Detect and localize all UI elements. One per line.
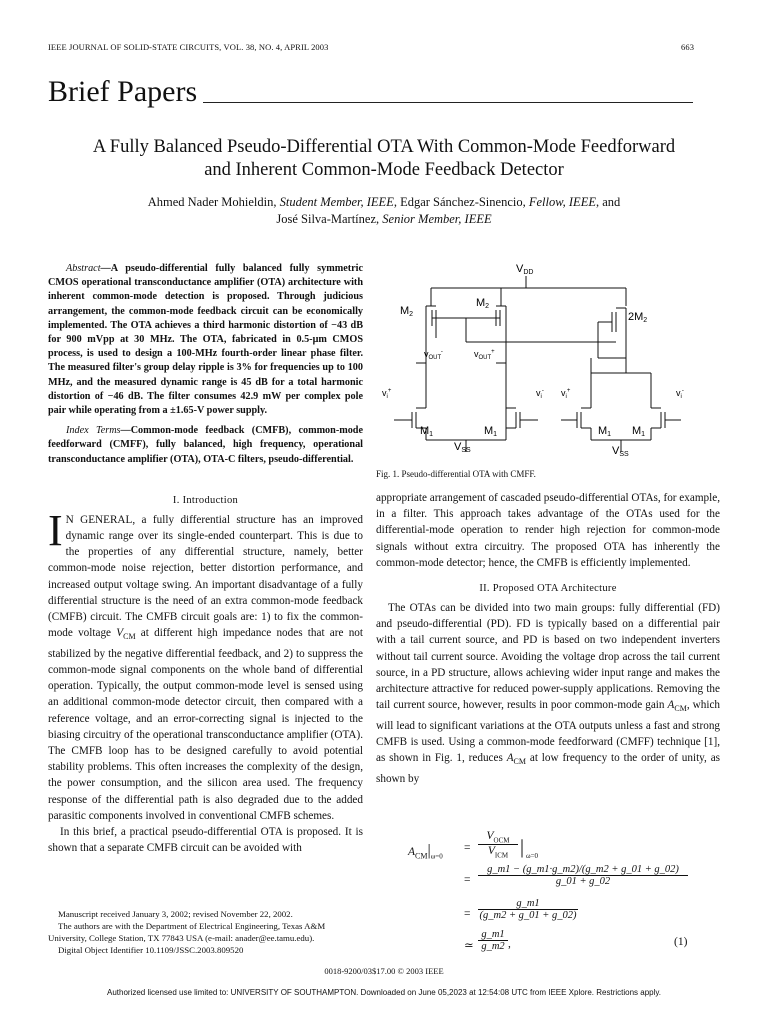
label-m1-b: M1 [484, 425, 498, 438]
symbol-a: A [506, 752, 514, 765]
arch-text-mid: , which will lead to significant variations at the OTA outputs unless a fast and strong CMFB is used. Using a common-mode feedforward (CMFF) technique [1], as shown in Fig. 1, reduces [376, 699, 720, 765]
label-vi-minus-right: $v_i^-$ [676, 388, 684, 400]
index-terms-text: Common-mode feedback (CMFB), common-mode feedforward (CMFF), fully balanced, high frequency, operational transconductance amplifier (OTA), OTA-C filters, pseudo-differential. [48, 425, 363, 465]
eq-lhs-cond: ω=0 [430, 852, 443, 861]
eq-frac-1-num [478, 830, 518, 845]
footnote-affiliation: The authors are with the Department of Electrical Engineering, Texas A&M University, College Station, TX 77843 USA (e-mail: anader@ee.tamu.edu). [48, 921, 326, 943]
equation-1 [408, 830, 698, 958]
eq-period: , [508, 938, 511, 950]
eq-frac-3-den: (g_m2 + g_01 + g_02) [479, 910, 577, 921]
label-vout-minus: $v_{OUT}^-$ [424, 349, 443, 361]
section-heading-architecture: II. Proposed OTA Architecture [479, 583, 617, 595]
author-line-1 [40, 194, 728, 211]
left-column [48, 262, 363, 856]
eq-sign-1: = [464, 842, 471, 854]
eq-frac-2-den: g_01 + g_02 [555, 876, 611, 887]
author-list [40, 194, 728, 228]
abstract-text: A pseudo-differential fully balanced fully symmetric CMOS operational transconductance amplifier (OTA) architecture with inherent common-mode detection is proposed. Through judicious arrangement, the common-mode feedback circuit can be economically implemented. The OTA achieves a third harmonic distortion of −43 dB for 900 mVpp at 30 MHz. The OTA, fabricated in 0.5-μm CMOS process, is used to design a 100-MHz fourth-order linear phase filter. The measured filter's group delay ripple is 3% for frequencies up to 100 MHz, and the measured dynamic range is 45 dB for a total harmonic distortion of −46 dB. The filter consumes 42.9 mW per complex pole pair while operating from a ±1.65-V power supply. [48, 263, 363, 417]
author-line-2 [40, 211, 728, 228]
intro-text-rest: at different high impedance nodes that are not stabilized by the negative differential feedback, and 2) to suppress the common-mode signal components on the whole band of differential operation. Typically, the output common-mode level is sensed using an additional common-mode detector circuit, then compared with a reference voltage, and an error-correcting signal is injected to the biasing circuitry of the operational transconductance amplifier (OTA). The CMFB loop has to be designed carefully to avoid potential stability problems. This often increases the complexity of the design, the power consumption, and the silicon area used. The frequency response of the differential path is also degraded due to the added parasitic components involved in conventional CMFB schemes. [48, 627, 363, 822]
symbol-sub: CM [513, 757, 526, 767]
figure-caption: Fig. 1. Pseudo-differential OTA with CMFF. [376, 469, 536, 479]
footnote-received: Manuscript received January 3, 2002; revised November 22, 2002. [58, 909, 293, 919]
symbol-sub: CM [674, 704, 687, 714]
eq-lhs [408, 842, 443, 860]
eq-sub: ICM [494, 851, 509, 860]
symbol-v: V [116, 627, 124, 640]
label-vss-left: VSS [454, 441, 471, 454]
eq-frac-4-num: g_m1 [478, 929, 508, 941]
intro-text: a fully differential structure has an improved dynamic range over its single-ended counterpart. This is due to the properties of any differential structure, namely, better common-mode noise rejection, better distortion performance, and increased output voltage swing. An important disadvantage of a fully differential structure is the need of an extra common-mode feedback (CMFB) circuit. The CMFB circuit goals are: 1) to fix the common-mode voltage [48, 513, 364, 640]
page-number: 663 [681, 42, 695, 52]
separator: , [393, 195, 401, 209]
separator: , [376, 212, 383, 226]
separator: , and [595, 195, 621, 209]
arch-text-end: at low frequency to the order of unity, as shown by [376, 752, 721, 785]
section-heading-introduction: I. Introduction [172, 494, 239, 506]
eq-frac-2 [478, 864, 688, 887]
author-role: Fellow, IEEE [528, 195, 596, 209]
drop-cap: I [48, 505, 63, 555]
eq-frac-1 [478, 830, 518, 860]
abstract-label: Abstract [66, 263, 101, 274]
eq-sub: OCM [493, 836, 510, 845]
eq-frac-4-den: g_m2 [481, 941, 505, 952]
eq-frac-3-num: g_m1 [478, 898, 578, 910]
label-m2-right: M2 [476, 297, 490, 310]
symbol-vcm [116, 627, 136, 642]
footnote [48, 908, 363, 956]
author-role: Student Member, IEEE [279, 195, 394, 209]
running-header: IEEE JOURNAL OF SOLID-STATE CIRCUITS, VOL. 38, NO. 4, APRIL 2003 [48, 42, 329, 52]
eq-v: V [487, 845, 495, 858]
eq-sign-3: = [464, 908, 471, 920]
intro-first-word: N GENERAL, [65, 513, 136, 526]
eq-bar: | [427, 842, 431, 859]
symbol-sub: CM [123, 632, 136, 642]
author-name: José Silva-Martínez [276, 212, 377, 226]
eq-lhs-sub: CM [415, 851, 428, 861]
eq-frac-3 [478, 898, 578, 921]
right-column [376, 490, 720, 787]
footnote-doi: Digital Object Identifier 10.1109/JSSC.2003.809520 [58, 945, 244, 955]
label-m2-left: M2 [400, 305, 414, 318]
banner-rule [203, 102, 693, 103]
symbol-a: A [667, 699, 675, 712]
eq-approx: ≃ [464, 940, 474, 952]
eq-frac-1-den [478, 845, 518, 859]
eq-bar-2: | [520, 836, 525, 858]
index-terms-label: Index Terms [66, 425, 121, 437]
intro-paragraph-2: In this brief, a practical pseudo-differential OTA is proposed. It is shown that a separate CMFB circuit can be avoided with [48, 825, 363, 855]
label-vi-minus-left: $v_i^-$ [536, 388, 544, 400]
author-role: Senior Member, IEEE [382, 212, 492, 226]
separator: , [273, 195, 280, 209]
label-2m2: 2M2 [628, 311, 648, 324]
separator: , [522, 195, 529, 209]
index-terms-dash: — [120, 425, 131, 437]
label-vss-right: VSS [612, 445, 629, 458]
label-m1-a: M1 [420, 425, 434, 438]
intro-paragraph-1 [48, 505, 364, 824]
eq-frac-2-num: g_m1 − (g_m1·g_m2)/(g_m2 + g_01 + g_02) [478, 864, 688, 876]
abstract [48, 262, 363, 418]
label-vi-plus-right: $v_i^+$ [561, 388, 571, 400]
figure-schematic [376, 258, 720, 463]
symbol-acm-2 [506, 752, 526, 767]
eq-v: V [486, 830, 494, 842]
label-m1-d: M1 [632, 425, 646, 438]
label-vout-plus: $v_{OUT}^+$ [474, 349, 495, 361]
eq-cond: ω=0 [526, 852, 539, 860]
author-name: Ahmed Nader Mohieldin [147, 195, 274, 209]
right-paragraph-1 [376, 600, 720, 787]
license-line: Authorized licensed use limited to: UNIVERSITY OF SOUTHAMPTON. Downloaded on June 05,2023 at 12:54:08 UTC from IEEE Xplore. Restrictions apply. [106, 988, 662, 997]
eq-sign-2: = [464, 874, 471, 886]
abstract-dash: — [100, 263, 111, 274]
copyright-line: 0018-9200/03$17.00 © 2003 IEEE [324, 966, 444, 976]
symbol-acm [667, 699, 687, 714]
eq-lhs-symbol: A [408, 846, 416, 858]
eq-number: (1) [674, 936, 688, 948]
label-m1-c: M1 [598, 425, 612, 438]
paper-title [40, 136, 728, 182]
eq-frac-4 [478, 929, 508, 952]
arch-text: The OTAs can be divided into two main groups: fully differential (FD) and pseudo-differential (PD). FD is typically based on a differential pair with a tail current source, and PD is based on two independent inverters without tail current source. Avoiding the voltage drop across the tail current source, in a PD structure, allows achieving wider input range and makes the architecture attractive for reduced power-supply applications. Removing the tail current source, however, results in poor common-mode gain [376, 602, 720, 712]
right-paragraph-0: appropriate arrangement of cascaded pseudo-differential OTAs, for example, in a filter. This approach takes advantage of the OTAs used for the differential-mode operation to render high rejection for common-mode signals without extra circuitry. The proposed OTA has inherently the common-mode detector; hence, the CMFB is efficiently implemented. [376, 492, 721, 569]
label-vi-plus-left: $v_i^+$ [382, 388, 392, 400]
section-banner: Brief Papers [48, 75, 198, 108]
title-line-1: A Fully Balanced Pseudo-Differential OTA With Common-Mode Feedforward [92, 137, 676, 157]
title-line-2: and Inherent Common-Mode Feedback Detector [204, 160, 564, 180]
author-name: Edgar Sánchez-Sinencio [400, 195, 523, 209]
circuit-diagram [376, 258, 720, 463]
label-vdd: VDD [516, 263, 534, 276]
index-terms [48, 424, 363, 467]
